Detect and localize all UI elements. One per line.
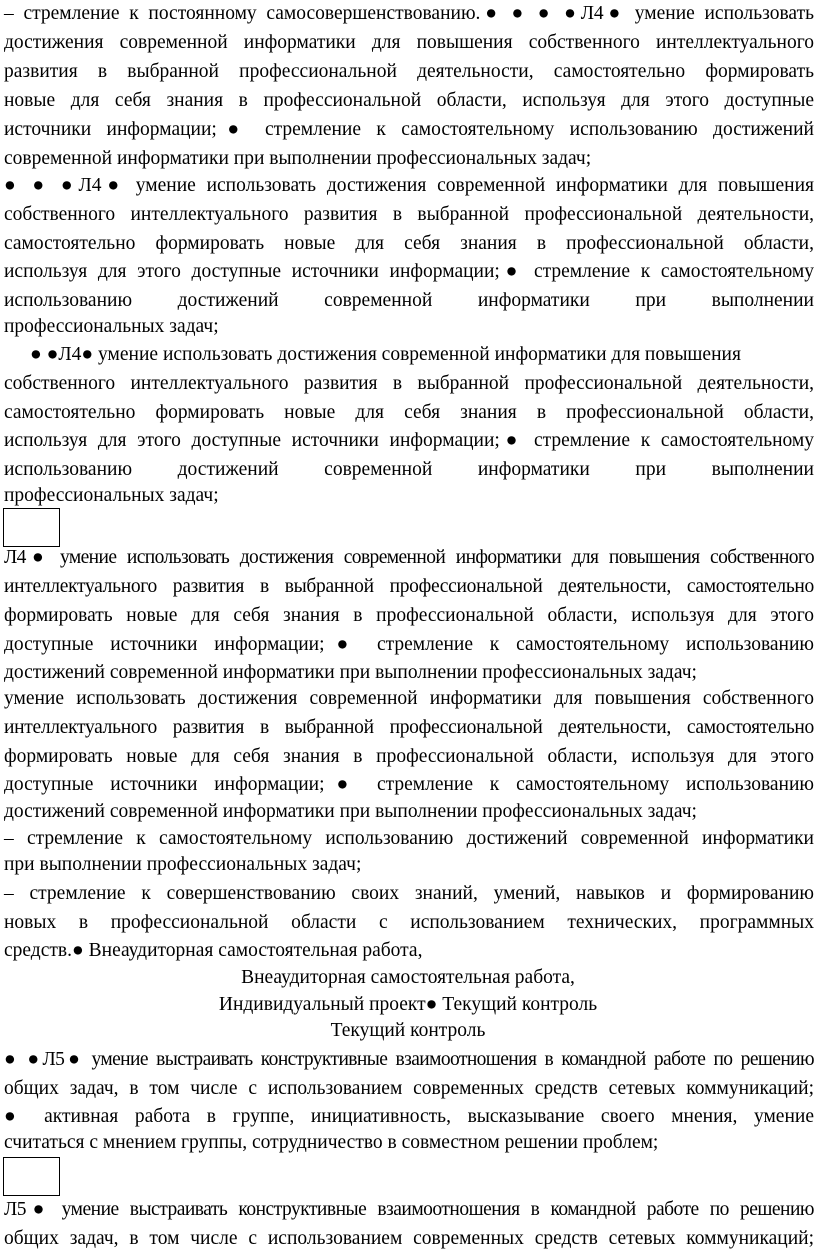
text-line: достижения современной информатики для повышения собственного интеллектуального: [4, 32, 814, 53]
text-line: самостоятельно формировать новые для себя знания в профессиональной области,: [4, 233, 814, 254]
text-line: использованию достижений современной информатики при выполнении: [4, 459, 814, 480]
text-line: собственного интеллектуального развития в выбранной профессиональной деятельности,: [4, 373, 814, 394]
text-line-centered: Текущий контроль: [330, 1020, 486, 1041]
text-line: ● активная работа в группе, инициативность, высказывание своего мнения, умение: [4, 1106, 814, 1127]
text-line: новые для себя знания в профессиональной области, используя для этого доступные: [4, 90, 814, 111]
text-line: самостоятельно формировать новые для себя знания в профессиональной области,: [4, 402, 814, 423]
text-line: доступные источники информации;● стремление к самостоятельному использованию: [4, 634, 814, 655]
text-line-centered: Индивидуальный проект● Текущий контроль: [218, 994, 598, 1015]
empty-box: [3, 508, 60, 547]
text-line: используя для этого доступные источники информации;● стремление к самостоятельному: [4, 430, 814, 451]
text-line: использованию достижений современной информатики при выполнении: [4, 290, 814, 311]
text-line: собственного интеллектуального развития в выбранной профессиональной деятельности,: [4, 204, 814, 225]
text-line: общих задач, в том числе с использованием современных средств сетевых коммуникаций;: [4, 1078, 814, 1099]
text-line: – стремление к совершенствованию своих знаний, умений, навыков и формированию: [4, 883, 814, 904]
text-line: профессиональных задач;: [4, 316, 219, 337]
text-line: достижений современной информатики при выполнении профессиональных задач;: [4, 662, 697, 683]
text-line: Л4● умение использовать достижения современной информатики для повышения собственного: [4, 547, 814, 568]
text-line: источники информации;● стремление к самостоятельному использованию достижений: [4, 119, 814, 140]
text-line: средств.● Внеаудиторная самостоятельная работа,: [4, 940, 423, 961]
text-line: ● ● ●Л4● умение использовать достижения современной информатики для повышения: [4, 175, 814, 196]
text-line: формировать новые для себя знания в профессиональной области, используя для этого: [4, 746, 814, 767]
text-line: развития в выбранной профессиональной деятельности, самостоятельно формировать: [4, 61, 814, 82]
text-line: считаться с мнением группы, сотрудничество в совместном решении проблем;: [4, 1132, 659, 1153]
text-line: доступные источники информации;● стремление к самостоятельному использованию: [4, 774, 814, 795]
text-line: достижений современной информатики при выполнении профессиональных задач;: [4, 801, 697, 822]
text-line: интеллектуального развития в выбранной профессиональной деятельности, самостоятельно: [4, 576, 814, 597]
text-line: интеллектуального развития в выбранной профессиональной деятельности, самостоятельно: [4, 717, 814, 738]
text-line: умение использовать достижения современной информатики для повышения собственного: [4, 688, 814, 709]
text-line: общих задач, в том числе с использованием современных средств сетевых коммуникаций;: [4, 1228, 814, 1249]
text-line: ● ●Л5● умение выстраивать конструктивные взаимоотношения в командной работе по решению: [4, 1049, 814, 1070]
empty-box: [3, 1157, 60, 1196]
text-line: формировать новые для себя знания в профессиональной области, используя для этого: [4, 605, 814, 626]
text-line: используя для этого доступные источники информации;● стремление к самостоятельному: [4, 261, 814, 282]
text-line: Л5● умение выстраивать конструктивные взаимоотношения в командной работе по решению: [4, 1199, 814, 1220]
text-line: – стремление к самостоятельному использованию достижений современной информатики: [4, 828, 814, 849]
text-line-centered: Внеаудиторная самостоятельная работа,: [241, 967, 575, 988]
text-line: при выполнении профессиональных задач;: [4, 854, 362, 875]
text-line: новых в профессиональной области с использованием технических, программных: [4, 912, 814, 933]
text-line: профессиональных задач;: [4, 485, 219, 506]
text-line: – стремление к постоянному самосовершенствованию.● ● ● ●Л4● умение использовать: [4, 3, 814, 24]
text-line: современной информатики при выполнении профессиональных задач;: [4, 148, 592, 169]
text-line: ● ●Л4● умение использовать достижения современной информатики для повышения: [30, 344, 741, 365]
